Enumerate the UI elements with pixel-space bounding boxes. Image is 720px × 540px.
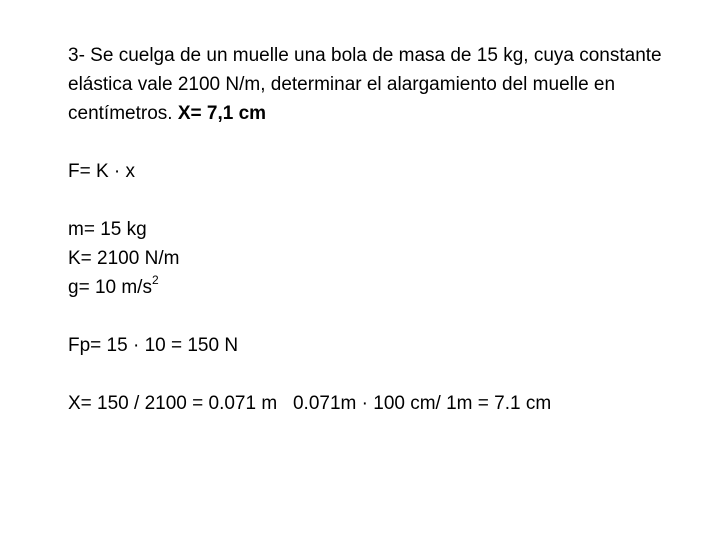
spring-constant-line: K= 2100 N/m: [68, 248, 180, 269]
problem-answer: X= 7,1 cm: [177, 103, 267, 124]
weight-line: Fp= 15 · 10 = 150 N: [68, 335, 239, 356]
spacer: [68, 302, 708, 331]
problem-text: 3- Se cuelga de un muelle una bola de masa de 15 kg, cuya constante elástica vale 2100 N/m, determinar el alargamiento del muelle en centímetros.: [68, 45, 662, 124]
spacer: [68, 360, 708, 389]
slide-content: [68, 41, 708, 418]
gravity-line: [68, 273, 708, 302]
spacer: [68, 128, 708, 157]
gravity-base: g= 10 m/s: [68, 277, 152, 298]
mass-line: m= 15 kg: [68, 219, 147, 240]
gravity-exponent: 2: [151, 272, 159, 287]
spacer: [68, 186, 708, 215]
formula-line: F= K · x: [68, 161, 136, 182]
problem-statement: [68, 41, 680, 128]
solution-line: X= 150 / 2100 = 0.071 m 0.071m · 100 cm/ 1m = 7.1 cm: [68, 393, 552, 414]
